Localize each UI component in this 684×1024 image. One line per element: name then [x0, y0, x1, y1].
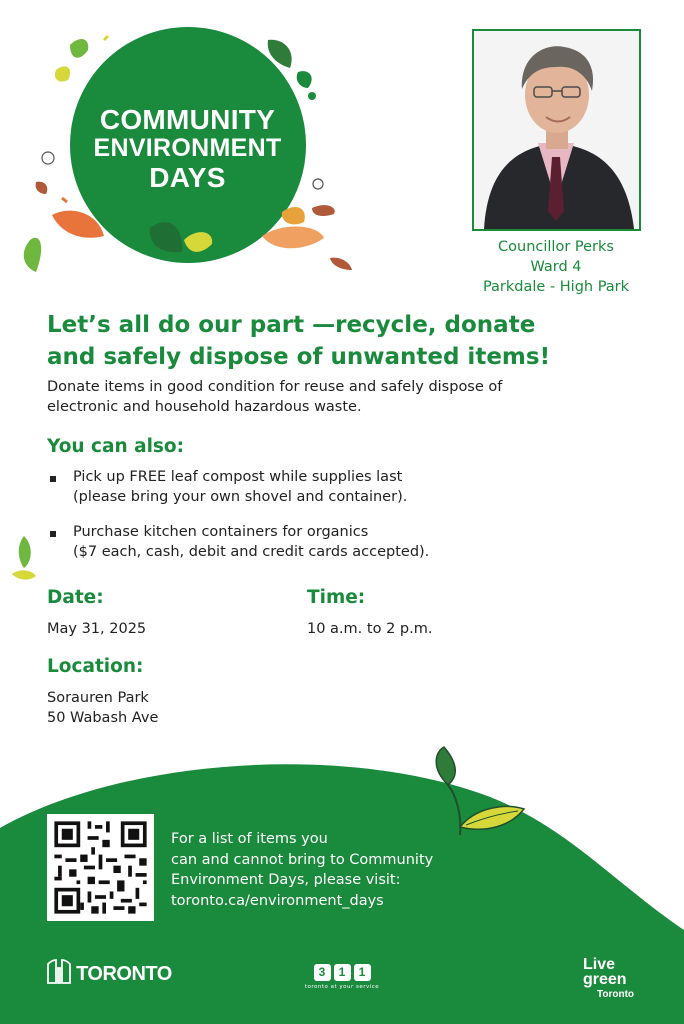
- live-green-logo: [583, 957, 634, 1002]
- location-address: [47, 688, 158, 728]
- logo-line-2: ENVIRONMENT: [93, 134, 282, 162]
- councillor-area: Parkdale - High Park: [482, 279, 630, 295]
- councillor-caption: [462, 237, 650, 297]
- list-item-line-1: Pick up FREE leaf compost while supplies last: [73, 469, 403, 485]
- location-line-2: 50 Wabash Ave: [47, 710, 159, 726]
- time-label: Time:: [307, 587, 366, 608]
- list-item: [47, 523, 607, 562]
- date-label: Date:: [47, 587, 104, 608]
- intro-text: [47, 377, 607, 417]
- location-label: Location:: [47, 656, 144, 677]
- intro-line-2: electronic and household hazardous waste.: [47, 399, 362, 415]
- intro-line-1: Donate items in good condition for reuse and safely dispose of: [47, 379, 503, 395]
- councillor-photo: [472, 29, 641, 231]
- headline-line-1: Let’s all do our part —recycle, donate: [47, 312, 536, 338]
- digit-box: 1: [354, 964, 371, 981]
- digit-box: 3: [314, 964, 331, 981]
- footer-info: [171, 829, 491, 911]
- headline-line-2: and safely dispose of unwanted items!: [47, 344, 551, 370]
- digit-box: 1: [334, 964, 351, 981]
- qr-code-icon: [47, 814, 154, 921]
- date-value: May 31, 2025: [47, 621, 147, 637]
- location-line-1: Sorauren Park: [47, 690, 149, 706]
- live-green-line-2: green: [583, 971, 627, 988]
- logo-line-3: DAYS: [149, 162, 226, 193]
- logo-311-tagline: toronto at your service: [304, 984, 380, 990]
- footer-line-3: Environment Days, please visit:: [171, 872, 401, 888]
- toronto-logo: [47, 958, 172, 986]
- footer-line-2: can and cannot bring to Community: [171, 851, 434, 868]
- portrait-illustration: [474, 31, 639, 229]
- footer-url-link[interactable]: toronto.ca/environment_days: [171, 892, 384, 909]
- bullet-icon: [50, 531, 56, 537]
- toronto-wordmark: TORONTO: [76, 963, 172, 985]
- headline: [47, 309, 607, 373]
- also-list: [47, 468, 607, 578]
- list-item-line-1: Purchase kitchen containers for organics: [73, 524, 369, 540]
- logo-title: [60, 105, 315, 192]
- also-heading: You can also:: [47, 436, 185, 457]
- councillor-name: Councillor Perks: [498, 239, 614, 255]
- live-green-line-3: Toronto: [597, 989, 635, 1000]
- bullet-icon: [50, 476, 56, 482]
- logo-line-1: COMMUNITY: [99, 104, 276, 135]
- side-leaf-icon: [8, 534, 40, 584]
- councillor-ward: Ward 4: [530, 259, 582, 275]
- logo-311: [300, 964, 384, 990]
- time-value: 10 a.m. to 2 p.m.: [307, 621, 433, 637]
- list-item: [47, 468, 607, 507]
- live-green-line-1: Live: [583, 956, 616, 973]
- sprout-icon: [420, 745, 530, 840]
- list-item-line-2: (please bring your own shovel and container).: [73, 488, 408, 505]
- qr-code[interactable]: [47, 814, 154, 921]
- footer-line-1: For a list of items you: [171, 831, 328, 847]
- list-item-line-2: ($7 each, cash, debit and credit cards accepted).: [73, 543, 430, 560]
- city-hall-icon: [47, 958, 71, 984]
